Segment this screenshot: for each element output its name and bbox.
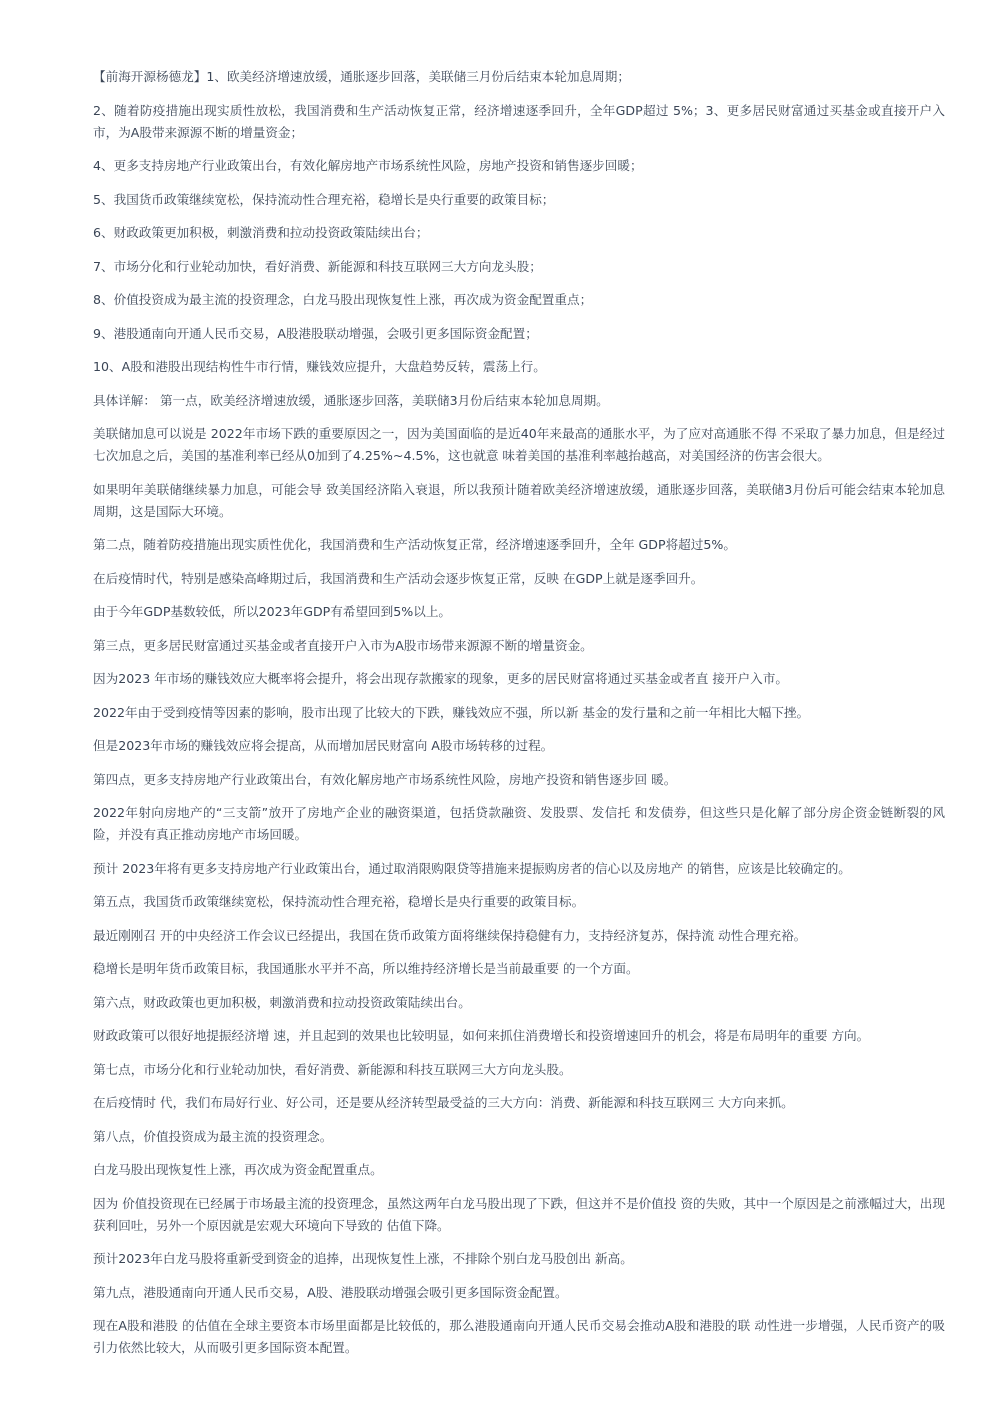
paragraph: 第五点，我国货币政策继续宽松，保持流动性合理充裕，稳增长是央行重要的政策目标。 <box>93 894 585 909</box>
document-body <box>93 66 945 1371</box>
paragraph: 10、A股和港股出现结构性牛市行情，赚钱效应提升，大盘趋势反转，震荡上行。 <box>93 359 546 374</box>
paragraph: 如果明年美联储继续暴力加息，可能会导 致美国经济陷入衰退，所以我预计随着欧美经济增速放缓，通胀逐步回落，美联储3月份后可能会结束本轮加息周期，这是国际大环境。 <box>93 481 945 519</box>
paragraph: 2、随着防疫措施出现实质性放松，我国消费和生产活动恢复正常，经济增速逐季回升，全年GDP超过 5%；3、更多居民财富通过买基金或直接开户入市，为A股带来源源不断的增量资金； <box>93 102 945 140</box>
paragraph: 第四点，更多支持房地产行业政策出台，有效化解房地产市场系统性风险，房地产投资和销售逐步回 暖。 <box>93 771 677 787</box>
paragraph: 预计 2023年将有更多支持房地产行业政策出台，通过取消限购限贷等措施来提振购房者的信心以及房地产 的销售，应该是比较确定的。 <box>93 860 851 876</box>
paragraph: 2022年由于受到疫情等因素的影响，股市出现了比较大的下跌，赚钱效应不强，所以新 基金的发行量和之前一年相比大幅下挫。 <box>93 704 810 720</box>
paragraph: 第九点，港股通南向开通人民币交易，A股、港股联动增强会吸引更多国际资金配置。 <box>93 1284 568 1300</box>
paragraph: 财政政策可以很好地提振经济增 速，并且起到的效果也比较明显，如何来抓住消费增长和投资增速回升的机会，将是布局明年的重要 方向。 <box>93 1028 870 1043</box>
paragraph: 因为 价值投资现在已经属于市场最主流的投资理念，虽然这两年白龙马股出现了下跌，但这并不是价值投 资的失败，其中一个原因是之前涨幅过大，出现获利回吐，另外一个原因就是宏观大环境向下导致的 估值下降。 <box>93 1195 945 1233</box>
paragraph: 8、价值投资成为最主流的投资理念，白龙马股出现恢复性上涨，再次成为资金配置重点； <box>93 292 593 307</box>
paragraph: 由于今年GDP基数较低，所以2023年GDP有希望回到5%以上。 <box>93 604 452 619</box>
paragraph: 4、更多支持房地产行业政策出台，有效化解房地产市场系统性风险，房地产投资和销售逐步回暖； <box>93 158 643 173</box>
paragraph: 第六点，财政政策也更加积极，刺激消费和拉动投资政策陆续出台。 <box>93 994 471 1010</box>
paragraph: 在后疫情时代，特别是感染高峰期过后，我国消费和生产活动会逐步恢复正常，反映 在GDP上就是逐季回升。 <box>93 570 704 586</box>
paragraph: 白龙马股出现恢复性上涨，再次成为资金配置重点。 <box>93 1162 383 1177</box>
paragraph: 第八点，价值投资成为最主流的投资理念。 <box>93 1128 333 1144</box>
paragraph: 5、我国货币政策继续宽松，保持流动性合理充裕，稳增长是央行重要的政策目标； <box>93 191 555 207</box>
paragraph: 第七点，市场分化和行业轮动加快，看好消费、新能源和科技互联网三大方向龙头股。 <box>93 1061 572 1077</box>
paragraph: 但是2023年市场的赚钱效应将会提高，从而增加居民财富向 A股市场转移的过程。 <box>93 738 554 753</box>
paragraph: 第三点，更多居民财富通过买基金或者直接开户入市为A股市场带来源源不断的增量资金。 <box>93 637 593 653</box>
paragraph: 9、港股通南向开通人民币交易，A股港股联动增强，会吸引更多国际资金配置； <box>93 325 538 341</box>
paragraph: 具体详解： 第一点，欧美经济增速放缓，通胀逐步回落，美联储3月份后结束本轮加息周期。 <box>93 392 609 408</box>
paragraph: 最近刚刚召 开的中央经济工作会议已经提出，我国在货币政策方面将继续保持稳健有力，支持经济复苏，保持流 动性合理充裕。 <box>93 927 807 943</box>
paragraph: 在后疫情时 代，我们布局好行业、好公司，还是要从经济转型最受益的三大方向：消费、新能源和科技互联网三 大方向来抓。 <box>93 1095 794 1110</box>
paragraph: 现在A股和港股 的估值在全球主要资本市场里面都是比较低的，那么港股通南向开通人民币交易会推动A股和港股的联 动性进一步增强，人民币资产的吸引力依然比较大，从而吸引更多国际资本配置。 <box>93 1318 945 1355</box>
paragraph: 稳增长是明年货币政策目标，我国通胀水平并不高，所以维持经济增长是当前最重要 的一个方面。 <box>93 961 639 976</box>
paragraph: 预计2023年白龙马股将重新受到资金的追捧，出现恢复性上涨，不排除个别白龙马股创出 新高。 <box>93 1251 633 1266</box>
paragraph: 【前海开源杨德龙】1、欧美经济增速放缓，通胀逐步回落，美联储三月份后结束本轮加息周期； <box>93 69 630 84</box>
paragraph: 第二点，随着防疫措施出现实质性优化，我国消费和生产活动恢复正常，经济增速逐季回升，全年 GDP将超过5%。 <box>93 537 736 552</box>
paragraph: 美联储加息可以说是 2022年市场下跌的重要原因之一，因为美国面临的是近40年来最高的通胀水平，为了应对高通胀不得 不采取了暴力加息，但是经过七次加息之后，美国的基准利率已经从0加到了4.25%~4.5%，这也就意 味着美国的基准利率越抬越高，对美国经济的伤害会很大。 <box>93 426 945 463</box>
paragraph: 因为2023 年市场的赚钱效应大概率将会提升，将会出现存款搬家的现象，更多的居民财富将通过买基金或者直 接开户入市。 <box>93 671 788 686</box>
paragraph: 2022年射向房地产的“三支箭”放开了房地产企业的融资渠道，包括贷款融资、发股票、发信托 和发债券，但这些只是化解了部分房企资金链断裂的风险，并没有真正推动房地产市场回暖。 <box>93 805 945 842</box>
paragraph: 7、市场分化和行业轮动加快，看好消费、新能源和科技互联网三大方向龙头股； <box>93 258 542 274</box>
paragraph: 6、财政政策更加积极，刺激消费和拉动投资政策陆续出台； <box>93 225 429 240</box>
